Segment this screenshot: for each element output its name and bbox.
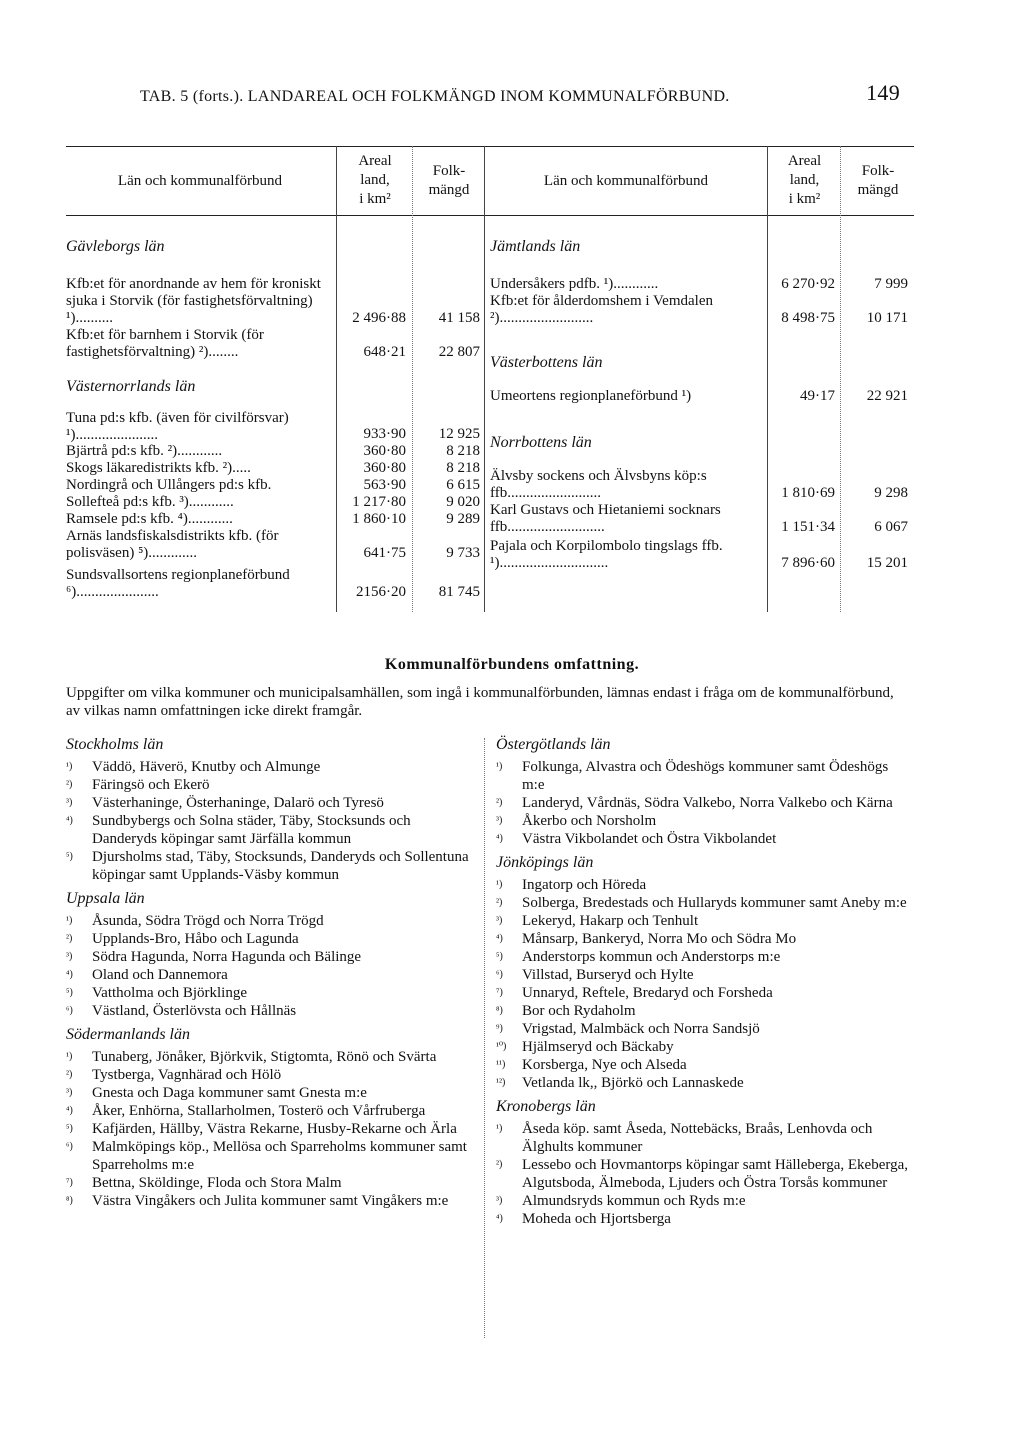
- lan-heading: Kronobergs län: [496, 1098, 596, 1115]
- section-intro: Uppgifter om vilka kommuner och municipalsamhällen, som ingå i kommunalförbunden, lämnas endast i fråga om de kommunalförbund, av vilkas namn omfattningen icke direkt framgår.: [66, 685, 894, 719]
- lan-heading: Östergötlands län: [496, 736, 611, 753]
- list-column-divider: [484, 738, 485, 1338]
- right-footnote-list: [496, 730, 908, 1228]
- table-cell-pop: 9 289: [446, 511, 480, 527]
- list-item: ⁹) Vrigstad, Malmbäck och Norra Sandsjö: [496, 1021, 760, 1037]
- col-header-area: Areal land, i km²: [358, 153, 392, 207]
- section-title: Kommunalförbundens omfattning.: [384, 656, 640, 673]
- table-row-label: Ramsele pd:s kfb. ⁴)............: [66, 511, 233, 527]
- list-item: ⁴) Åker, Enhörna, Stallarholmen, Tosterö och Vårfruberga: [66, 1103, 426, 1119]
- list-item: ⁴) Moheda och Hjortsberga: [496, 1211, 671, 1227]
- table-cell-pop: 22 921: [866, 388, 908, 404]
- list-item: ¹⁰) Hjälmseryd och Bäckaby: [496, 1039, 674, 1055]
- list-item: ¹) Väddö, Häverö, Knutby och Almunge: [66, 759, 321, 775]
- list-item: ⁶) Malmköpings köp., Mellösa och Sparreholms kommuner samt Sparreholms m:e: [66, 1139, 467, 1173]
- list-item: ³) Södra Hagunda, Norra Hagunda och Bälinge: [66, 949, 362, 965]
- table-cell-pop: 22 807: [438, 344, 480, 360]
- table-row-label: Kfb:et för anordnande av hem för kroniskt sjuka i Storvik (för fastighetsförvaltning) ¹)..........: [66, 276, 321, 326]
- list-item: ⁴) Sundbybergs och Solna städer, Täby, Stocksunds och Danderyds köpingar samt Järfälla kommun: [66, 813, 411, 847]
- col-header-pop: Folk- mängd: [857, 163, 899, 198]
- lan-heading: Västernorrlands län: [66, 378, 196, 395]
- lan-heading: Gävleborgs län: [66, 238, 165, 255]
- table-cell-pop: 9 733: [446, 545, 480, 561]
- table-cell-pop: 9 298: [874, 485, 908, 501]
- list-item: ⁴) Oland och Dannemora: [66, 967, 228, 983]
- table-row-label: Karl Gustavs och Hietaniemi socknars ffb..........................: [490, 502, 721, 535]
- col-header-pop: Folk- mängd: [428, 163, 470, 198]
- list-item: ⁷) Unnaryd, Reftele, Bredaryd och Forsheda: [496, 985, 773, 1001]
- table-cell-area: 563·90: [363, 477, 406, 493]
- table-cell-area: 1 151·34: [781, 519, 835, 535]
- table-cell-area: 360·80: [363, 443, 406, 459]
- table-cell-area: 49·17: [800, 388, 835, 404]
- col-divider: [412, 146, 413, 612]
- table-cell-area: 1 217·80: [352, 494, 406, 510]
- table-cell-area: 641·75: [363, 545, 406, 561]
- col-divider: [840, 146, 841, 612]
- list-item: ⁵) Kafjärden, Hällby, Västra Rekarne, Husby-Rekarne och Ärla: [66, 1121, 457, 1137]
- table-row-label: Kfb:et för barnhem i Storvik (för fastighetsförvaltning) ²)........: [66, 327, 264, 360]
- list-item: ⁵) Anderstorps kommun och Anderstorps m:e: [496, 949, 781, 965]
- list-item: ³) Åkerbo och Norsholm: [496, 813, 657, 829]
- table-row-label: Sollefteå pd:s kfb. ³)............: [66, 494, 234, 510]
- table-cell-area: 360·80: [363, 460, 406, 476]
- list-item: ⁸) Bor och Rydaholm: [496, 1003, 636, 1019]
- list-item: ³) Almundsryds kommun och Ryds m:e: [496, 1193, 746, 1209]
- table-cell-area: 8 498·75: [781, 310, 835, 326]
- list-item: ⁸) Västra Vingåkers och Julita kommuner samt Vingåkers m:e: [66, 1193, 449, 1209]
- lan-heading: Norrbottens län: [490, 434, 592, 451]
- table-cell-pop: 41 158: [438, 310, 480, 326]
- col-divider: [767, 146, 768, 612]
- running-header: [140, 80, 900, 106]
- table-row-label: Bjärtrå pd:s kfb. ²)............: [66, 443, 223, 459]
- col-divider: [336, 146, 337, 612]
- table-cell-area: 2 496·88: [352, 310, 406, 326]
- list-item: ²) Landeryd, Vårdnäs, Södra Valkebo, Norra Valkebo och Kärna: [496, 795, 893, 811]
- table-row-label: Pajala och Korpilombolo tingslags ffb. ¹).............................: [490, 538, 723, 571]
- list-item: ²) Upplands-Bro, Håbo och Lagunda: [66, 931, 299, 947]
- list-item: ⁵) Vattholma och Björklinge: [66, 985, 247, 1001]
- table-row-label: Umeortens regionplaneförbund ¹): [490, 388, 692, 404]
- list-item: ¹) Folkunga, Alvastra och Ödeshögs kommuner samt Ödeshögs m:e: [496, 759, 889, 793]
- list-item: ¹¹) Korsberga, Nye och Alseda: [496, 1057, 687, 1073]
- list-item: ³) Lekeryd, Hakarp och Tenhult: [496, 913, 699, 929]
- list-item: ²) Solberga, Bredestads och Hullaryds kommuner samt Aneby m:e: [496, 895, 907, 911]
- col-header-name: Län och kommunalförbund: [117, 173, 283, 189]
- col-header-name: Län och kommunalförbund: [543, 173, 709, 189]
- table-cell-area: 1 810·69: [781, 485, 835, 501]
- table-cell-pop: 15 201: [866, 555, 908, 571]
- list-item: ⁴) Månsarp, Bankeryd, Norra Mo och Södra Mo: [496, 931, 797, 947]
- table-row-label: Nordingrå och Ullångers pd:s kfb.: [66, 477, 272, 493]
- table-header-rule: [66, 215, 914, 216]
- list-item: ¹) Åsunda, Södra Trögd och Norra Trögd: [66, 913, 324, 929]
- list-item: ³) Gnesta och Daga kommuner samt Gnesta m:e: [66, 1085, 367, 1101]
- table-row-label: Skogs läkaredistrikts kfb. ²).....: [66, 460, 251, 476]
- list-item: ⁶) Villstad, Burseryd och Hylte: [496, 967, 694, 983]
- table-cell-area: 7 896·60: [781, 555, 835, 571]
- table-cell-pop: 10 171: [866, 310, 908, 326]
- list-item: ¹) Tunaberg, Jönåker, Björkvik, Stigtomta, Rönö och Svärta: [66, 1049, 437, 1065]
- list-item: ²) Tystberga, Vagnhärad och Hölö: [66, 1067, 282, 1083]
- table-row-label: Sundsvallsortens regionplaneförbund ⁶)......................: [66, 567, 290, 600]
- list-item: ⁷) Bettna, Sköldinge, Floda och Stora Malm: [66, 1175, 342, 1191]
- list-item: ⁶) Västland, Österlövsta och Hållnäs: [66, 1003, 297, 1019]
- table-cell-pop: 6 615: [446, 477, 480, 493]
- table-cell-area: 933·90: [363, 426, 406, 442]
- table-top-rule: [66, 146, 914, 147]
- list-item: ⁵) Djursholms stad, Täby, Stocksunds, Danderyds och Sollentuna köpingar samt Upplands-Väsby kommun: [66, 849, 469, 883]
- table-row-label: Älvsby sockens och Älvsbyns köp:s ffb.........................: [490, 468, 707, 501]
- table-cell-pop: 7 999: [874, 276, 908, 292]
- list-item: ²) Lessebo och Hovmantorps köpingar samt Hälleberga, Ekeberga, Algutsboda, Älmeboda, Ljuders och Östra Torsås kommuner: [496, 1157, 909, 1191]
- table-cell-pop: 81 745: [438, 584, 480, 600]
- table-cell-pop: 8 218: [446, 443, 480, 459]
- col-divider: [484, 146, 485, 612]
- col-header-area: Areal land, i km²: [787, 153, 822, 207]
- table-cell-area: 6 270·92: [781, 276, 835, 292]
- table-cell-pop: 9 020: [446, 494, 480, 510]
- lan-heading: Stockholms län: [66, 736, 164, 753]
- lan-heading: Västerbottens län: [490, 354, 603, 371]
- list-item: ³) Västerhaninge, Österhaninge, Dalarö och Tyresö: [66, 795, 384, 811]
- list-item: ⁴) Västra Vikbolandet och Östra Vikbolandet: [496, 831, 777, 847]
- table-row-label: Kfb:et för ålderdomshem i Vemdalen ²).........................: [490, 293, 713, 326]
- list-item: ¹²) Vetlanda lk,, Björkö och Lannaskede: [496, 1075, 744, 1091]
- table-row-label: Tuna pd:s kfb. (även för civilförsvar) ¹)......................: [66, 410, 289, 443]
- page-number: 149: [866, 80, 900, 105]
- list-item: ²) Färingsö och Ekerö: [66, 777, 210, 793]
- table-title: TAB. 5 (forts.). LANDAREAL OCH FOLKMÄNGD INOM KOMMUNALFÖRBUND.: [140, 88, 730, 105]
- table-row-label: Arnäs landsfiskalsdistrikts kfb. (för polisväsen) ⁵).............: [66, 528, 279, 561]
- list-item: ¹) Ingatorp och Höreda: [496, 877, 647, 893]
- table-cell-area: 1 860·10: [352, 511, 406, 527]
- lan-heading: Södermanlands län: [66, 1026, 190, 1043]
- lan-heading: Uppsala län: [66, 890, 145, 907]
- table-cell-area: 648·21: [363, 344, 406, 360]
- list-item: ¹) Åseda köp. samt Åseda, Nottebäcks, Braås, Lenhovda och Älghults kommuner: [496, 1121, 873, 1155]
- left-footnote-list: [66, 730, 476, 1210]
- table-cell-area: 2156·20: [356, 584, 406, 600]
- lan-heading: Jämtlands län: [490, 238, 581, 255]
- lan-heading: Jönköpings län: [496, 854, 594, 871]
- table-cell-pop: 8 218: [446, 460, 480, 476]
- table-cell-pop: 12 925: [438, 426, 480, 442]
- table-row-label: Undersåkers pdfb. ¹)............: [490, 276, 659, 292]
- table-cell-pop: 6 067: [874, 519, 908, 535]
